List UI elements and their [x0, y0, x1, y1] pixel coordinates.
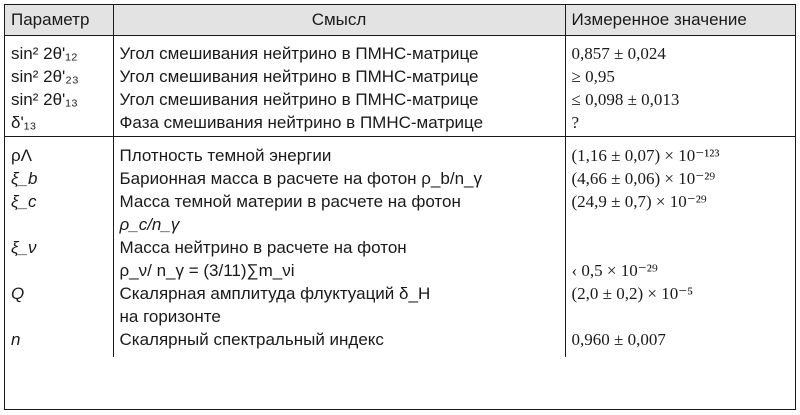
- header-meaning: Смысл: [113, 5, 565, 36]
- header-parameter: Параметр: [5, 5, 113, 36]
- value-text: ‹ 0,5 × 10⁻²⁹: [571, 261, 658, 280]
- meaning-cell: [113, 282, 565, 328]
- param-cell: ξ_c: [5, 190, 113, 236]
- table-row: [5, 282, 795, 328]
- value-cell: (24,9 ± 0,7) × 10⁻²⁹: [571, 192, 707, 211]
- header-row: [5, 5, 795, 36]
- value-cell: 0,857 ± 0,024: [571, 44, 666, 63]
- meaning-cell: Барионная масса в расчете на фотон ρ_b/n_γ: [113, 167, 565, 190]
- table-row: [5, 167, 795, 190]
- value-cell: (1,16 ± 0,07) × 10⁻¹²³: [571, 146, 720, 165]
- value-cell: (2,0 ± 0,2) × 10⁻⁵: [571, 284, 694, 303]
- table-row: [5, 88, 795, 111]
- param-cell: ξ_b: [5, 167, 113, 190]
- value-cell: ?: [571, 113, 580, 132]
- table-row: [5, 144, 795, 167]
- table-row: [5, 42, 795, 65]
- value-cell: [565, 236, 795, 282]
- value-cell: ≤ 0,098 ± 0,013: [571, 90, 680, 109]
- meaning-cell: [113, 236, 565, 282]
- table-row: [5, 65, 795, 88]
- value-cell: (4,66 ± 0,06) × 10⁻²⁹: [571, 169, 716, 188]
- param-cell: ξ_ν: [5, 236, 113, 282]
- meaning-cell: Угол смешивания нейтрино в ПМНС-матрице: [113, 42, 565, 65]
- table: [5, 5, 795, 357]
- param-cell: ρΛ: [5, 144, 113, 167]
- meaning-cell: Фаза смешивания нейтрино в ПМНС-матрице: [113, 111, 565, 134]
- meaning-line-2: ρ_c/n_γ: [119, 215, 180, 234]
- value-cell: 0,960 ± 0,007: [571, 330, 666, 349]
- meaning-cell: Угол смешивания нейтрино в ПМНС-матрице: [113, 65, 565, 88]
- table-row: [5, 236, 795, 282]
- param-cell: sin² 2θ'₂₃: [5, 65, 113, 88]
- param-cell: sin² 2θ'₁₃: [5, 88, 113, 111]
- meaning-cell: [113, 190, 565, 236]
- param-cell: Q: [5, 282, 113, 328]
- meaning-line-1: Масса темной материи в расчете на фотон: [119, 192, 461, 211]
- param-cell: sin² 2θ'₁₂: [5, 42, 113, 65]
- parameters-table: [4, 4, 796, 410]
- meaning-cell: Угол смешивания нейтрино в ПМНС-матрице: [113, 88, 565, 111]
- header-value: Измеренное значение: [565, 5, 795, 36]
- meaning-cell: Плотность темной энергии: [113, 144, 565, 167]
- table-row: [5, 328, 795, 351]
- meaning-cell: Скалярный спектральный индекс: [113, 328, 565, 351]
- meaning-line-2: ρ_ν/ n_γ = (3/11)∑m_νi: [119, 261, 295, 280]
- meaning-line-1: Масса нейтрино в расчете на фотон: [119, 238, 407, 257]
- param-cell: δ'₁₃: [5, 111, 113, 134]
- table-row: [5, 111, 795, 134]
- value-cell: ≥ 0,95: [571, 67, 615, 86]
- meaning-line-2: на горизонте: [119, 307, 221, 326]
- param-cell: n: [5, 328, 113, 351]
- meaning-line-1: Скалярная амплитуда флуктуаций δ_H: [119, 284, 431, 303]
- table-row: [5, 190, 795, 236]
